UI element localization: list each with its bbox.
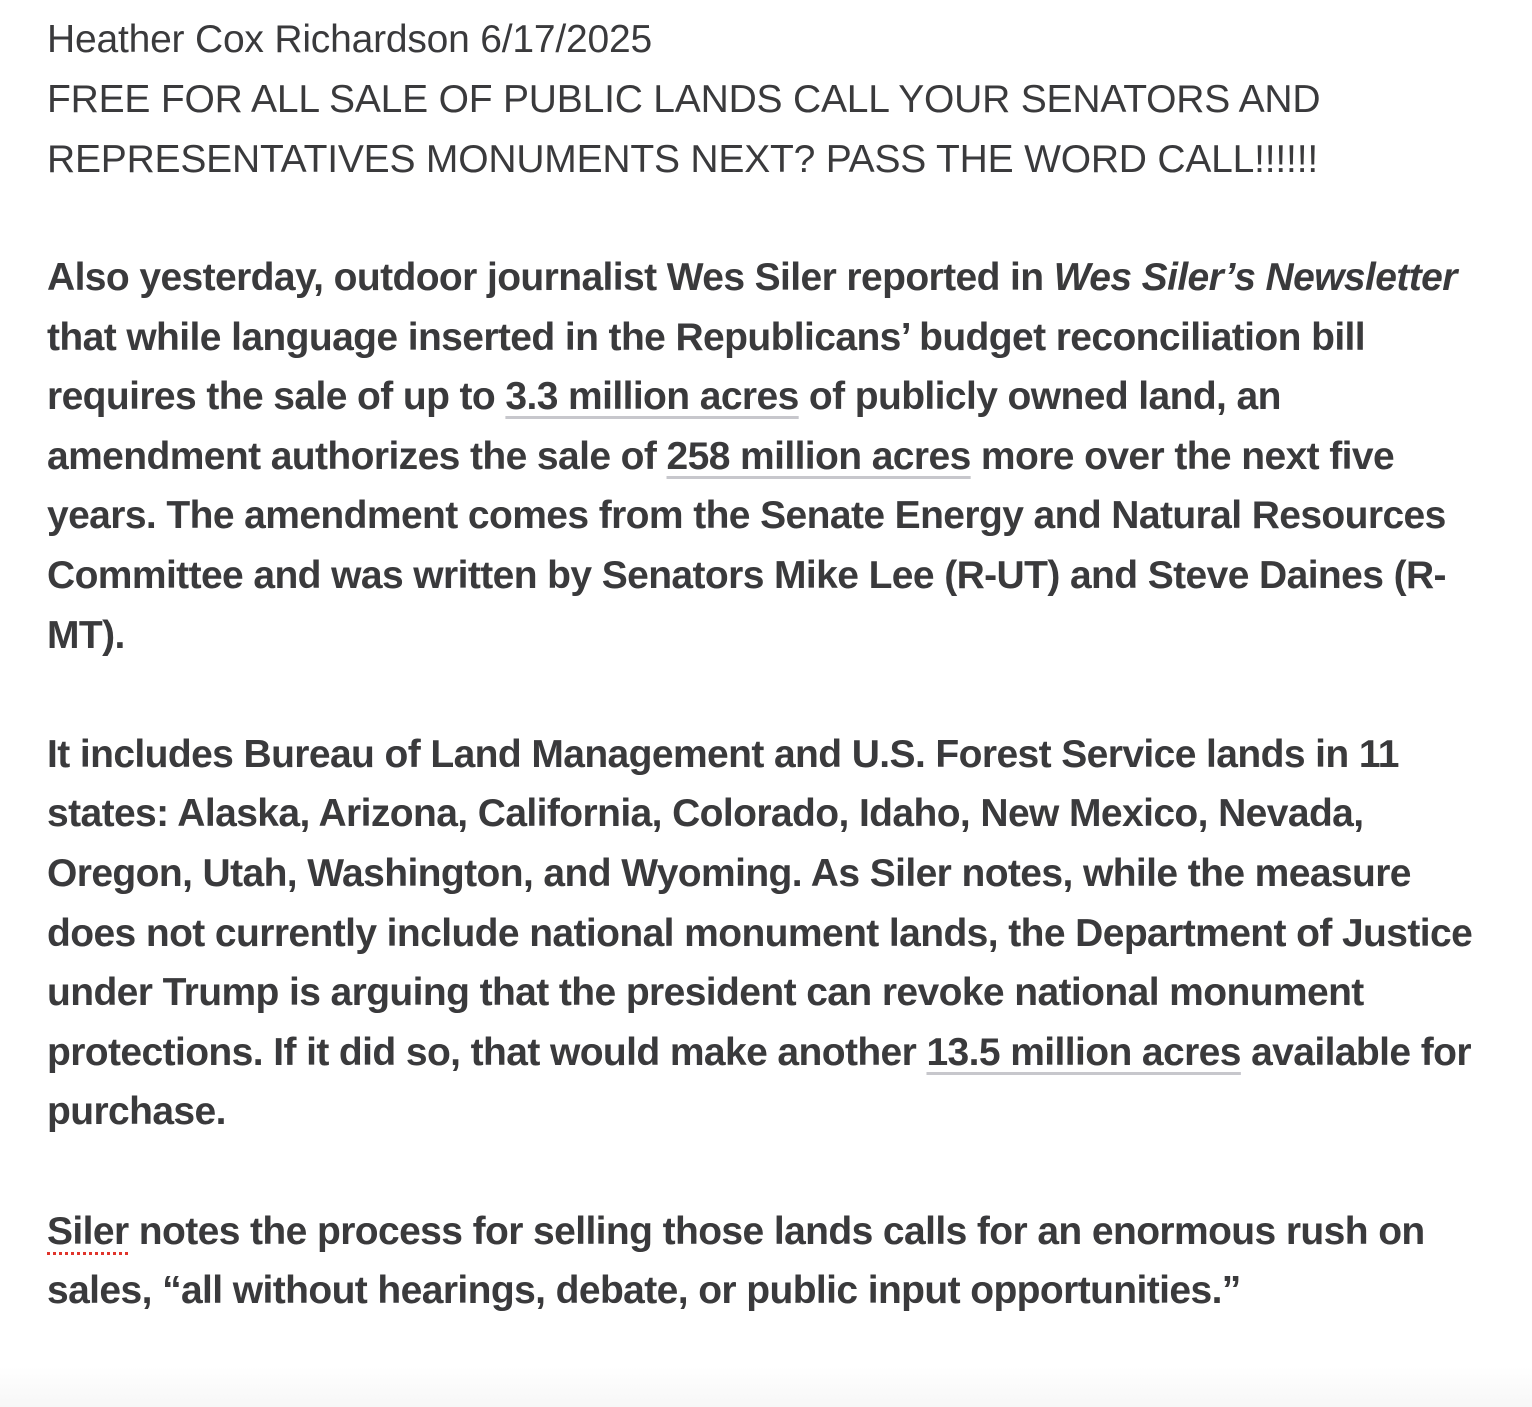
p1-text-3: of publicly owned land, an amendment authorizes the sale of: [47, 375, 1281, 478]
note-body[interactable]: [47, 10, 1477, 1321]
link-258-million-acres[interactable]: 258 million acres: [666, 434, 971, 478]
bottom-fade: [0, 1367, 1532, 1407]
header-line-2: FREE FOR ALL SALE OF PUBLIC LANDS CALL YOUR SENATORS AND: [47, 78, 1321, 121]
p1-text-1: Also yesterday, outdoor journalist Wes Siler reported in: [47, 256, 1054, 299]
p1-text-2: that while language inserted in the Republicans’ budget reconciliation bill requires the sale of up to: [47, 315, 1366, 419]
p2-text-2: available for purchase.: [47, 1030, 1471, 1134]
link-3-3-million-acres[interactable]: 3.3 million acres: [505, 375, 799, 419]
p1-text-4: more over the next five years. The amendment comes from the Senate Energy and Natural Resources Committee and was written by Senators Mike Lee (R-UT) and Steve Daines (R-MT).: [47, 434, 1446, 657]
misspelled-word[interactable]: Siler: [47, 1209, 129, 1253]
newsletter-title: Wes Siler’s Newsletter: [1053, 256, 1457, 299]
paragraph-3: [47, 1202, 1477, 1321]
header-line-3: REPRESENTATIVES MONUMENTS NEXT? PASS THE WORD CALL!!!!!!: [47, 138, 1318, 181]
blank-line: [47, 190, 1477, 248]
p3-text-1: notes the process for selling those lands calls for an enormous rush on sales, “all without hearings, debate, or public input opportunities.”: [47, 1209, 1425, 1313]
link-13-5-million-acres[interactable]: 13.5 million acres: [926, 1030, 1241, 1074]
p2-text-1: It includes Bureau of Land Management and U.S. Forest Service lands in 11 states: Alaska, Arizona, California, Colorado, Idaho, New Mexico, Nevada, Oregon, Utah, Washington, and Wyoming. As Siler notes, while the measure does not currently include national monument lands, the Department of Justice under Trump is arguing that the president can revoke national monument protections. If it did so, that would make another: [47, 732, 1473, 1074]
paragraph-1: [47, 248, 1477, 665]
byline: Heather Cox Richardson 6/17/2025: [47, 18, 652, 61]
paragraph-2: [47, 725, 1477, 1142]
